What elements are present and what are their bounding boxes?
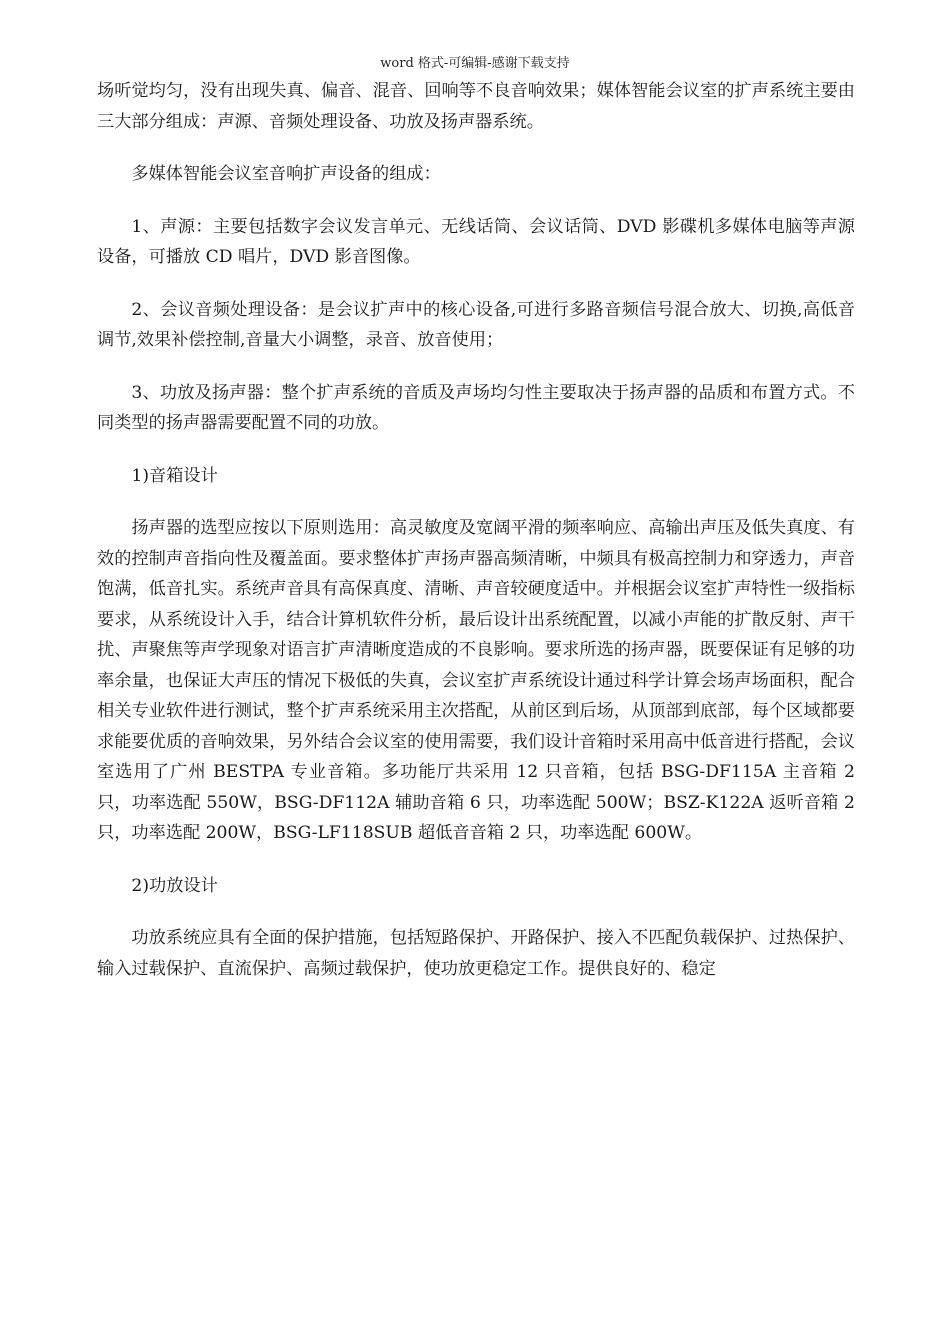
subheading-speaker-design: 1)音箱设计 <box>131 465 218 486</box>
paragraph-continuation: 场听觉均匀，没有出现失真、偏音、混音、回响等不良音响效果；媒体智能会议室的扩声系统主要由三大部分组成：声源、音频处理设备、功放及扬声器系统。 <box>97 81 855 132</box>
paragraph-amplifier-design: 功放系统应具有全面的保护措施，包括短路保护、开路保护、接入不匹配负载保护、过热保护、输入过载保护、直流保护、高频过载保护，使功放更稳定工作。提供良好的、稳定 <box>97 928 855 979</box>
paragraph-section-intro: 多媒体智能会议室音响扩声设备的组成： <box>131 164 441 184</box>
subheading-amplifier-design: 2)功放设计 <box>131 875 218 896</box>
document-body <box>97 76 855 1006</box>
page-header: word 格式-可编辑-感谢下载支持 <box>380 56 570 71</box>
paragraph-item-sound-source: 1、声源：主要包括数字会议发言单元、无线话筒、会议话筒、DVD 影碟机多媒体电脑等声源设备，可播放 CD 唱片，DVD 影音图像。 <box>97 216 855 267</box>
paragraph-item-amplifier-speaker: 3、功放及扬声器：整个扩声系统的音质及声场均匀性主要取决于扬声器的品质和布置方式。不同类型的扬声器需要配置不同的功放。 <box>97 382 855 433</box>
paragraph-speaker-design: 扬声器的选型应按以下原则选用：高灵敏度及宽阔平滑的频率响应、高输出声压及低失真度、有效的控制声音指向性及覆盖面。要求整体扩声扬声器高频清晰，中频具有极高控制力和穿透力，声音饱满，低音扎实。系统声音具有高保真度、清晰、声音较硬度适中。并根据会议室扩声特性一级指标要求，从系统设计入手，结合计算机软件分析，最后设计出系统配置，以减小声能的扩散反射、声干扰、声聚焦等声学现象对语言扩声清晰度造成的不良影响。要求所选的扬声器，既要保证有足够的功率余量，也保证大声压的情况下极低的失真，会议室扩声系统设计通过科学计算会场声场面积，配合相关专业软件进行测试，整个扩声系统采用主次搭配，从前区到后场，从顶部到底部，每个区域都要求能要优质的音响效果，另外结合会议室的使用需要，我们设计音箱时采用高中低音进行搭配，会议室选用了广州 BESTPA 专业音箱。多功能厅共采用 12 只音箱，包括 BSG-DF115A 主音箱 2 只，功率选配 550W，BSG-DF112A 辅助音箱 6 只，功率选配 500W；BSZ-K122A 返听音箱 2 只，功率选配 200W，BSG-LF118SUB 超低音音箱 2 只，功率选配 600W。 <box>97 518 855 843</box>
paragraph-item-audio-processing: 2、会议音频处理设备：是会议扩声中的核心设备,可进行多路音频信号混合放大、切换,高低音调节,效果补偿控制,音量大小调整，录音、放音使用； <box>97 299 855 350</box>
